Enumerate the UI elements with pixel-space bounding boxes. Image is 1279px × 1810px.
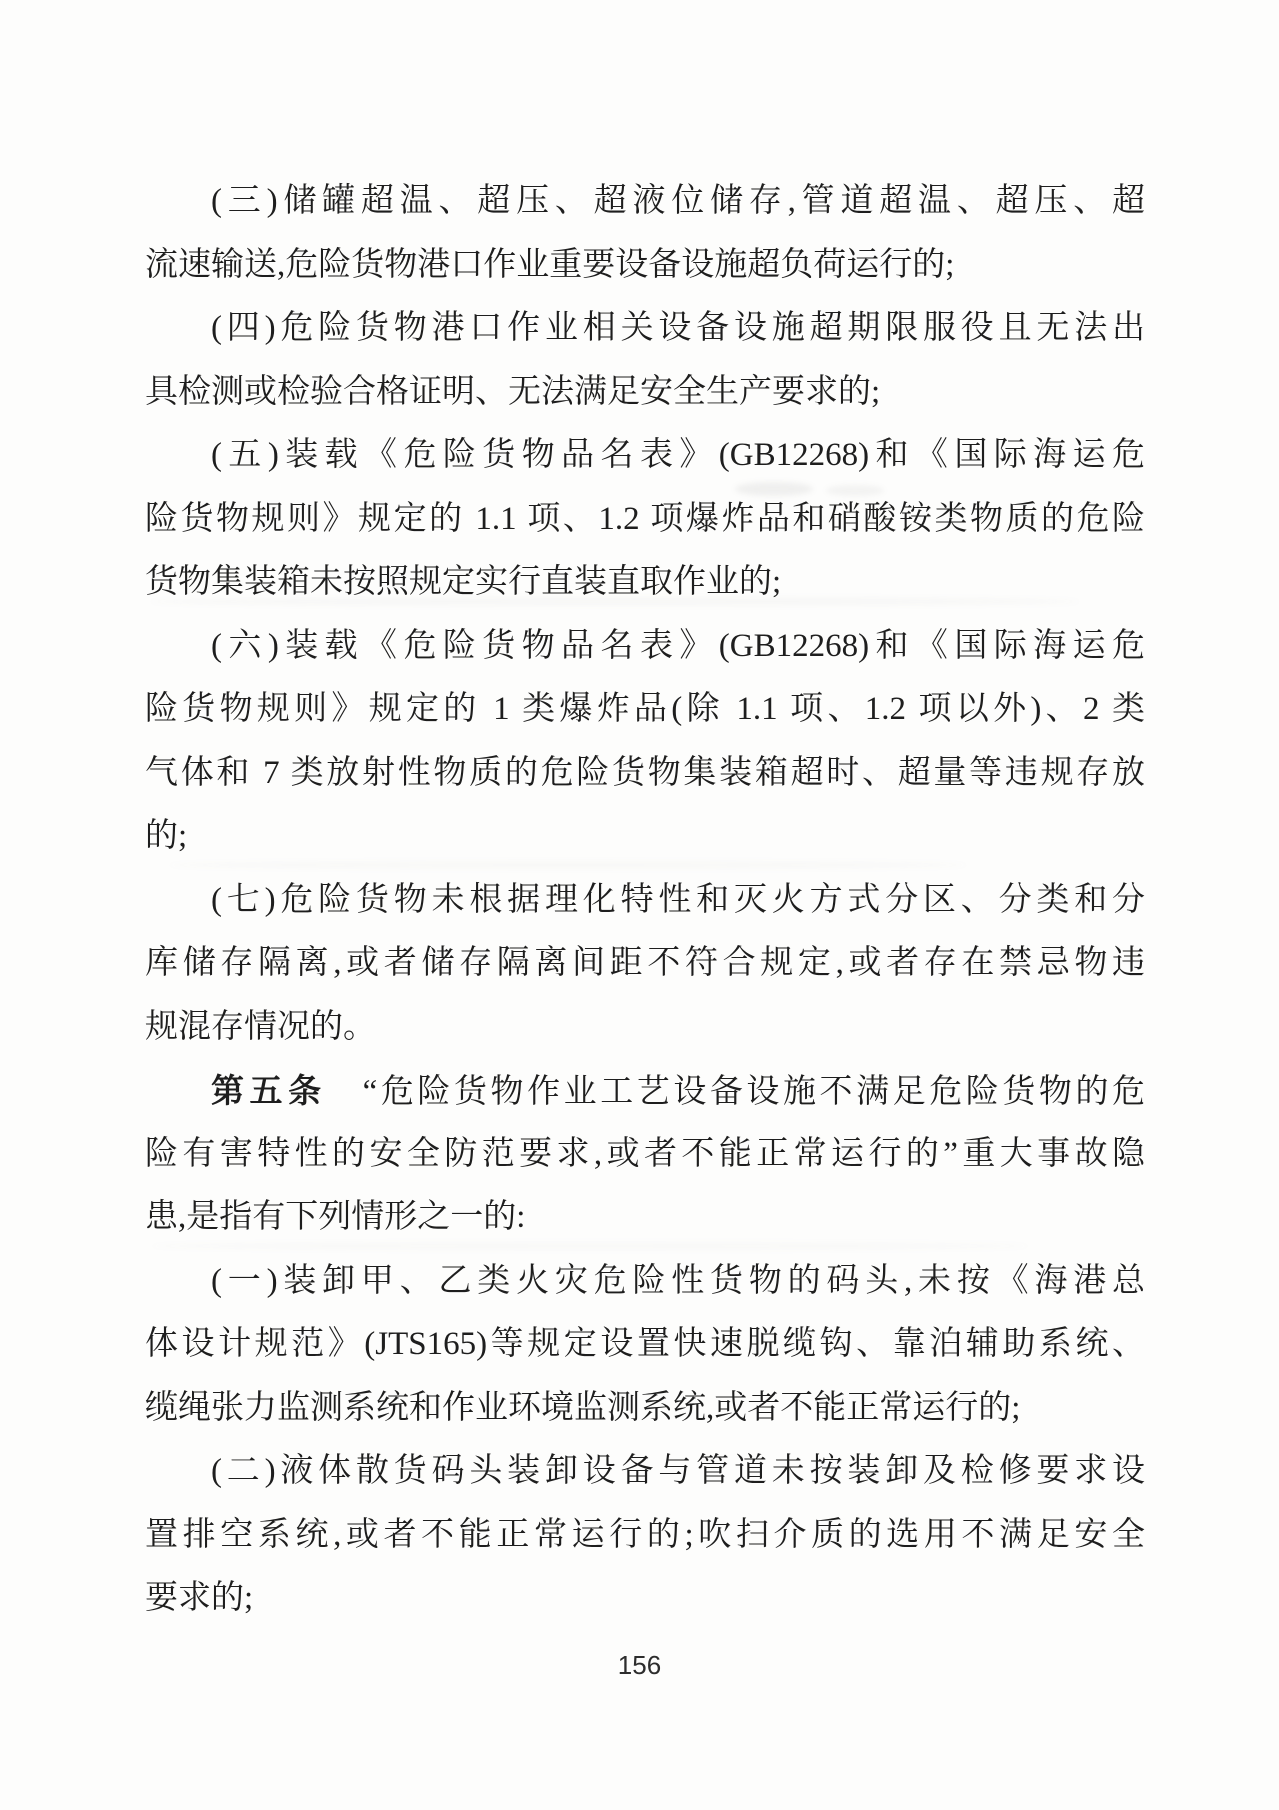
text-line (145, 805, 1145, 869)
text-run: 气体和 7 类放射性物质的危险货物集装箱超时、超量等违规存放 (145, 754, 1145, 791)
text-run: 缆绳张力监测系统和作业环境监测系统,或者不能正常运行的; (145, 1389, 1021, 1426)
text-line (145, 742, 1145, 806)
text-line (145, 297, 1145, 361)
text-run: 库储存隔离,或者储存隔离间距不符合规定,或者存在禁忌物违 (145, 945, 1145, 981)
text-line (145, 361, 1145, 425)
text-line (145, 551, 1145, 615)
text-line (145, 869, 1145, 933)
text-line (145, 932, 1145, 996)
text-run: 要求的; (145, 1580, 254, 1616)
text-run: (一)装卸甲、乙类火灾危险性货物的码头,未按《海港总 (211, 1262, 1145, 1299)
text-line (145, 1440, 1145, 1504)
text-run: (六)装载《危险货物品名表》(GB12268)和《国际海运危 (211, 627, 1145, 664)
text-line (145, 615, 1145, 679)
text-run: 险货物规则》规定的 1 类爆炸品(除 1.1 项、1.2 项以外)、2 类 (145, 691, 1145, 727)
text-run: (七)危险货物未根据理化特性和灭火方式分区、分类和分 (211, 881, 1145, 918)
page-number: 156 (617, 1650, 662, 1680)
text-run: 流速输送,危险货物港口作业重要设备设施超负荷运行的; (145, 246, 955, 283)
text-run: 的; (145, 818, 188, 854)
text-run: 货物集装箱未按照规定实行直装直取作业的; (145, 564, 782, 600)
text-run: 置排空系统,或者不能正常运行的;吹扫介质的选用不满足安全 (145, 1516, 1145, 1553)
article-number-label: 第五条 (211, 1072, 327, 1109)
text-run: 险有害特性的安全防范要求,或者不能正常运行的”重大事故隐 (145, 1135, 1145, 1172)
text-run: 体设计规范》(JTS165)等规定设置快速脱缆钩、靠泊辅助系统、 (145, 1326, 1145, 1362)
text-line (145, 678, 1145, 742)
text-run: 规混存情况的。 (145, 1008, 376, 1045)
text-run: (二)液体散货码头装卸设备与管道未按装卸及检修要求设 (211, 1453, 1145, 1489)
text-line (145, 1059, 1145, 1123)
text-line (145, 170, 1145, 234)
text-line (145, 1123, 1145, 1187)
text-line (145, 1186, 1145, 1250)
text-run: (四)危险货物港口作业相关设备设施超期限服役且无法出 (211, 310, 1145, 346)
document-body (145, 170, 1145, 1631)
text-line (145, 1567, 1145, 1631)
text-run: (三)储罐超温、超压、超液位储存,管道超温、超压、超 (211, 183, 1145, 219)
text-line (145, 1250, 1145, 1314)
text-line (145, 234, 1145, 298)
text-line (145, 1377, 1145, 1441)
text-line (145, 1504, 1145, 1568)
text-run: “危险货物作业工艺设备设施不满足危险货物的危 (362, 1074, 1145, 1110)
text-line (145, 1313, 1145, 1377)
text-run: (五)装载《危险货物品名表》(GB12268)和《国际海运危 (211, 437, 1145, 473)
text-line (145, 424, 1145, 488)
text-line (145, 996, 1145, 1060)
text-run: 险货物规则》规定的 1.1 项、1.2 项爆炸品和硝酸铵类物质的危险 (145, 500, 1145, 537)
text-run: 具检测或检验合格证明、无法满足安全生产要求的; (145, 373, 881, 410)
text-line (145, 488, 1145, 552)
text-run: 患,是指有下列情形之一的: (145, 1199, 526, 1235)
